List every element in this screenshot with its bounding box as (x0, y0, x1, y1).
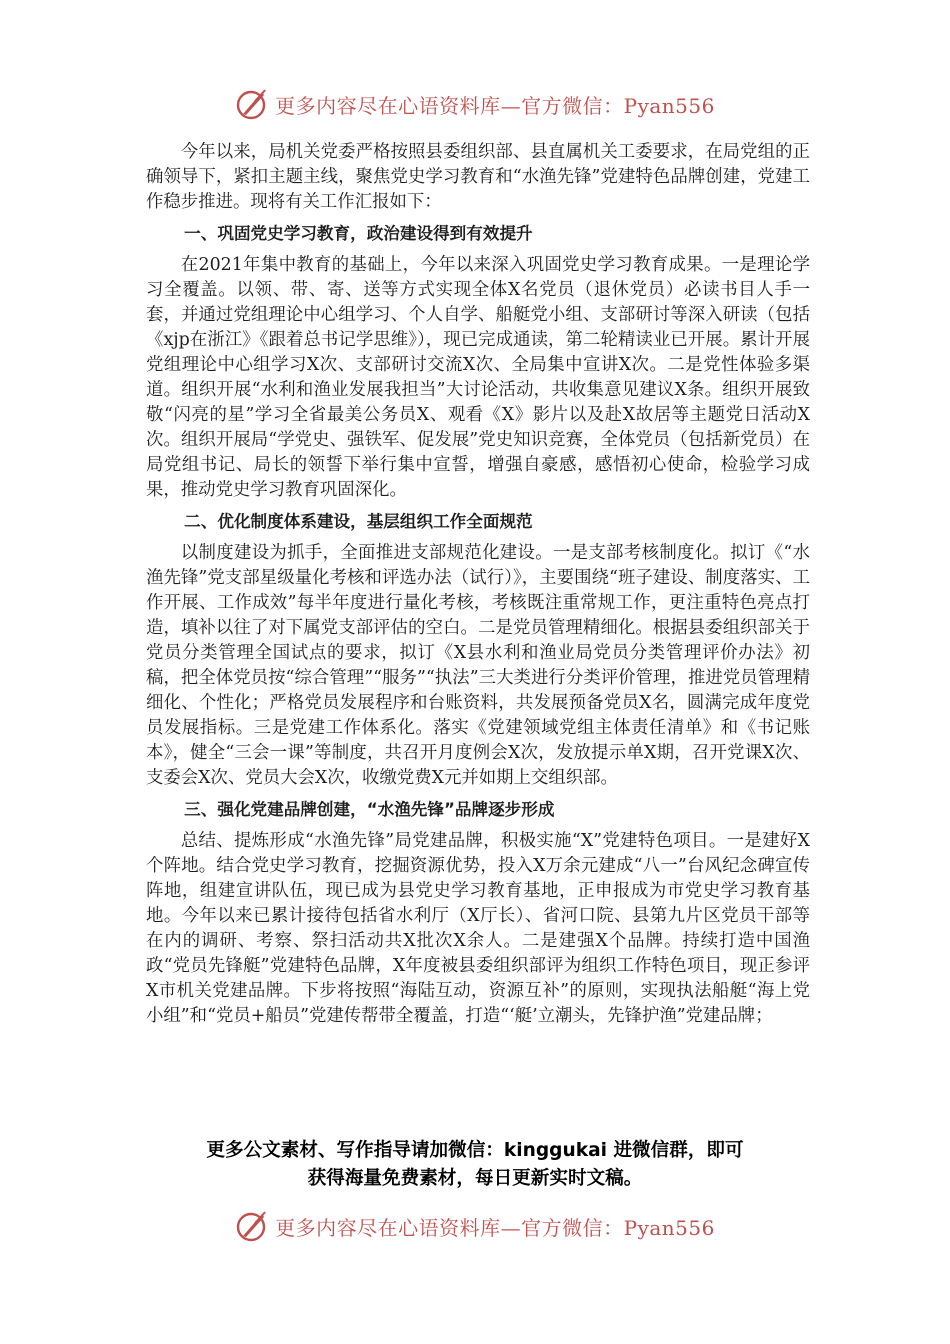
section-body-1: 在2021年集中教育的基础上，今年以来深入巩固党史学习教育成果。一是理论学习全覆盖。以领、带、寄、送等方式实现全体X名党员（退休党员）必读书目人手一套，并通过党组理论中心组学习、个人自学、船艇党小组、支部研讨等深入研读（包括《xjp在浙江》《跟着总书记学思维》），现已完成通读，第二轮精读业已开展。累计开展党组理论中心组学习X次、支部研讨交流X次、全局集中宣讲X次。二是党性体验多渠道。组织开展“水利和渔业发展我担当”大讨论活动，共收集意见建议X条。组织开展致敬“闪亮的星”学习全省最美公务员X、观看《X》影片以及赴X故居等主题党日活动X次。组织开展局“学党史、强铁军、促发展”党史知识竞赛，全体党员（包括新党员）在局党组书记、局长的领誓下举行集中宣誓，增强自豪感，感悟初心使命，检验学习成果，推动党史学习教育巩固深化。 (146, 255, 810, 500)
bottom-banner (0, 1206, 950, 1246)
promo-line-2: 获得海量免费素材，每日更新实时文稿。 (307, 1168, 643, 1189)
section-heading-1: 一、巩固党史学习教育，政治建设得到有效提升 (184, 224, 533, 243)
quill-logo-icon (235, 87, 269, 121)
section-body-2: 以制度建设为抓手，全面推进支部规范化建设。一是支部考核制度化。拟订《“水渔先锋”党支部星级量化考核和评选办法（试行）》，主要围绕“班子建设、制度落实、工作开展、工作成效”每半年度进行量化考核，考核既注重常规工作，更注重特色亮点打造，填补以往了对下属党支部评估的空白。二是党员管理精细化。根据县委组织部关于党员分类管理全国试点的要求，拟订《X县水利和渔业局党员分类管理评价办法》初稿，把全体党员按“综合管理”“服务”“执法”三大类进行分类评价管理，推进党员管理精细化、个性化；严格党员发展程序和台账资料，共发展预备党员X名，圆满完成年度党员发展指标。三是党建工作体系化。落实《党建领域党组主体责任清单》和《书记账本》，健全“三会一课”等制度，共召开月度例会X次，发放提示单X期，召开党课X次、支委会X次、党员大会X次，收缴党费X元并如期上交组织部。 (146, 543, 810, 788)
promo-line-1: 更多公文素材、写作指导请加微信：kinggukai 进微信群，即可 (206, 1140, 744, 1161)
document-body (146, 140, 810, 1029)
section-heading-3: 三、强化党建品牌创建，“水渔先锋”品牌逐步形成 (184, 800, 555, 819)
quill-logo-icon (235, 1209, 269, 1243)
section-heading-2: 二、优化制度体系建设，基层组织工作全面规范 (184, 512, 533, 531)
section-body-3: 总结、提炼形成“水渔先锋”局党建品牌，积极实施“X”党建特色项目。一是建好X个阵地。结合党史学习教育，挖掘资源优势，投入X万余元建成“八一”台风纪念碑宣传阵地，组建宣讲队伍，现已成为县党史学习教育基地，正申报成为市党史学习教育基地。今年以来已累计接待包括省水利厅（X厅长）、省河口院、县第九片区党员干部等在内的调研、考察、祭扫活动共X批次X余人。二是建强X个品牌。持续打造中国渔政“党员先锋艇”党建特色品牌，X年度被县委组织部评为组织工作特色项目，现正参评X市机关党建品牌。下步将按照“海陆互动，资源互补”的原则，实现执法船艇“海上党小组”和“党员+船员”党建传帮带全覆盖，打造“‘艇’立潮头，先锋护渔”党建品牌； (146, 831, 810, 1026)
top-banner (0, 84, 950, 124)
banner-text: 更多内容尽在心语资料库—官方微信：Pyan556 (275, 93, 715, 118)
banner-text: 更多内容尽在心语资料库—官方微信：Pyan556 (275, 1215, 715, 1240)
intro-paragraph: 今年以来，局机关党委严格按照县委组织部、县直属机关工委要求，在局党组的正确领导下，紧扣主题主线，聚焦党史学习教育和“水渔先锋”党建特色品牌创建，党建工作稳步推进。现将有关工作汇报如下： (146, 142, 810, 212)
promo-notice (120, 1137, 830, 1193)
